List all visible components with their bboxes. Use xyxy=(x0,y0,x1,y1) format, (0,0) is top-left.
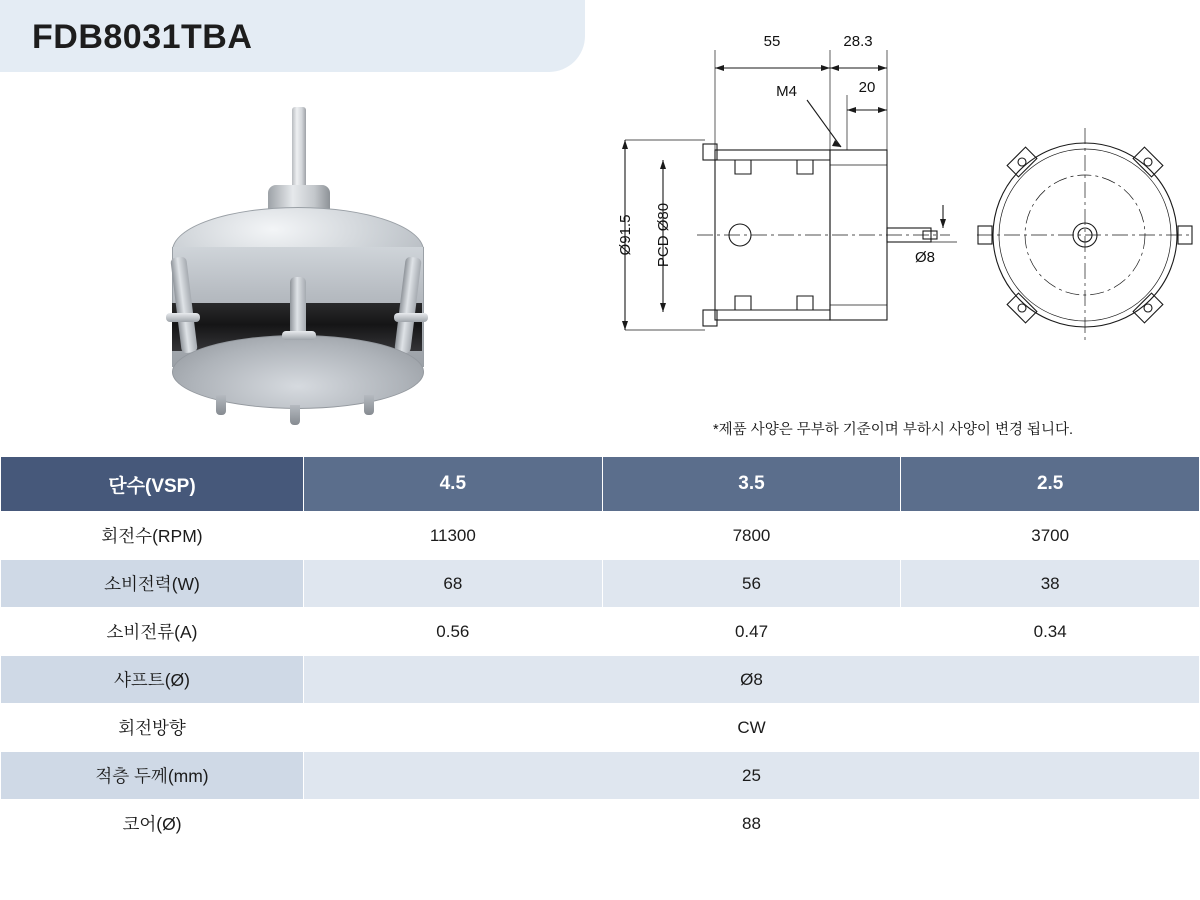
row-label-direction: 회전방향 xyxy=(1,704,304,752)
spec-note: *제품 사양은 무부하 기준이며 부하시 사양이 변경 됩니다. xyxy=(713,422,1074,438)
motor-screw-right xyxy=(394,313,428,322)
table-row xyxy=(1,800,1200,848)
dim-shaft-dia: Ø8 xyxy=(915,249,936,266)
row-label-watt: 소비전력(W) xyxy=(1,560,304,608)
motor-foot-center xyxy=(290,405,300,425)
row-amp-25: 0.34 xyxy=(901,608,1200,656)
motor-bottom-disc xyxy=(172,335,424,409)
table-header-row xyxy=(1,457,1200,512)
dim-dia-91-5: Ø91.5 xyxy=(617,214,634,256)
table-row xyxy=(1,704,1200,752)
page-title: FDB8031TBA xyxy=(32,18,253,56)
row-amp-45: 0.56 xyxy=(304,608,603,656)
dim-28-3: 28.3 xyxy=(843,33,873,50)
row-label-shaft: 샤프트(Ø) xyxy=(1,656,304,704)
row-rpm-35: 7800 xyxy=(602,512,901,560)
header-cell-35: 3.5 xyxy=(602,457,901,512)
row-rpm-25: 3700 xyxy=(901,512,1200,560)
row-rpm-45: 11300 xyxy=(304,512,603,560)
row-core-value: 88 xyxy=(304,800,1200,848)
row-label-amp: 소비전류(A) xyxy=(1,608,304,656)
header-cell-45: 4.5 xyxy=(304,457,603,512)
row-stack-value: 25 xyxy=(304,752,1200,800)
table-row xyxy=(1,608,1200,656)
motor-foot-right xyxy=(364,395,374,415)
specification-table xyxy=(0,456,1200,848)
dim-pcd-80: PCD Ø80 xyxy=(655,202,672,268)
motor-screw-center xyxy=(282,331,316,340)
table-row xyxy=(1,512,1200,560)
table-row xyxy=(1,656,1200,704)
header-cell-vsp: 단수(VSP) xyxy=(1,457,304,512)
header-cell-25: 2.5 xyxy=(901,457,1200,512)
row-watt-45: 68 xyxy=(304,560,603,608)
row-direction-value: CW xyxy=(304,704,1200,752)
motor-foot-left xyxy=(216,395,226,415)
motor-screw-left xyxy=(166,313,200,322)
blower-motor-photo xyxy=(150,107,440,407)
dim-m4: M4 xyxy=(776,83,797,100)
row-label-stack: 적층 두께(mm) xyxy=(1,752,304,800)
product-photo-area xyxy=(0,72,585,452)
row-label-rpm: 회전수(RPM) xyxy=(1,512,304,560)
table-row xyxy=(1,752,1200,800)
dim-20: 20 xyxy=(858,79,876,96)
row-watt-25: 38 xyxy=(901,560,1200,608)
dim-55: 55 xyxy=(763,33,781,50)
row-watt-35: 56 xyxy=(602,560,901,608)
drawing-svg xyxy=(585,0,1200,452)
technical-drawing xyxy=(585,0,1200,452)
table-row xyxy=(1,560,1200,608)
row-label-core: 코어(Ø) xyxy=(1,800,304,848)
row-amp-35: 0.47 xyxy=(602,608,901,656)
row-shaft-value: Ø8 xyxy=(304,656,1200,704)
